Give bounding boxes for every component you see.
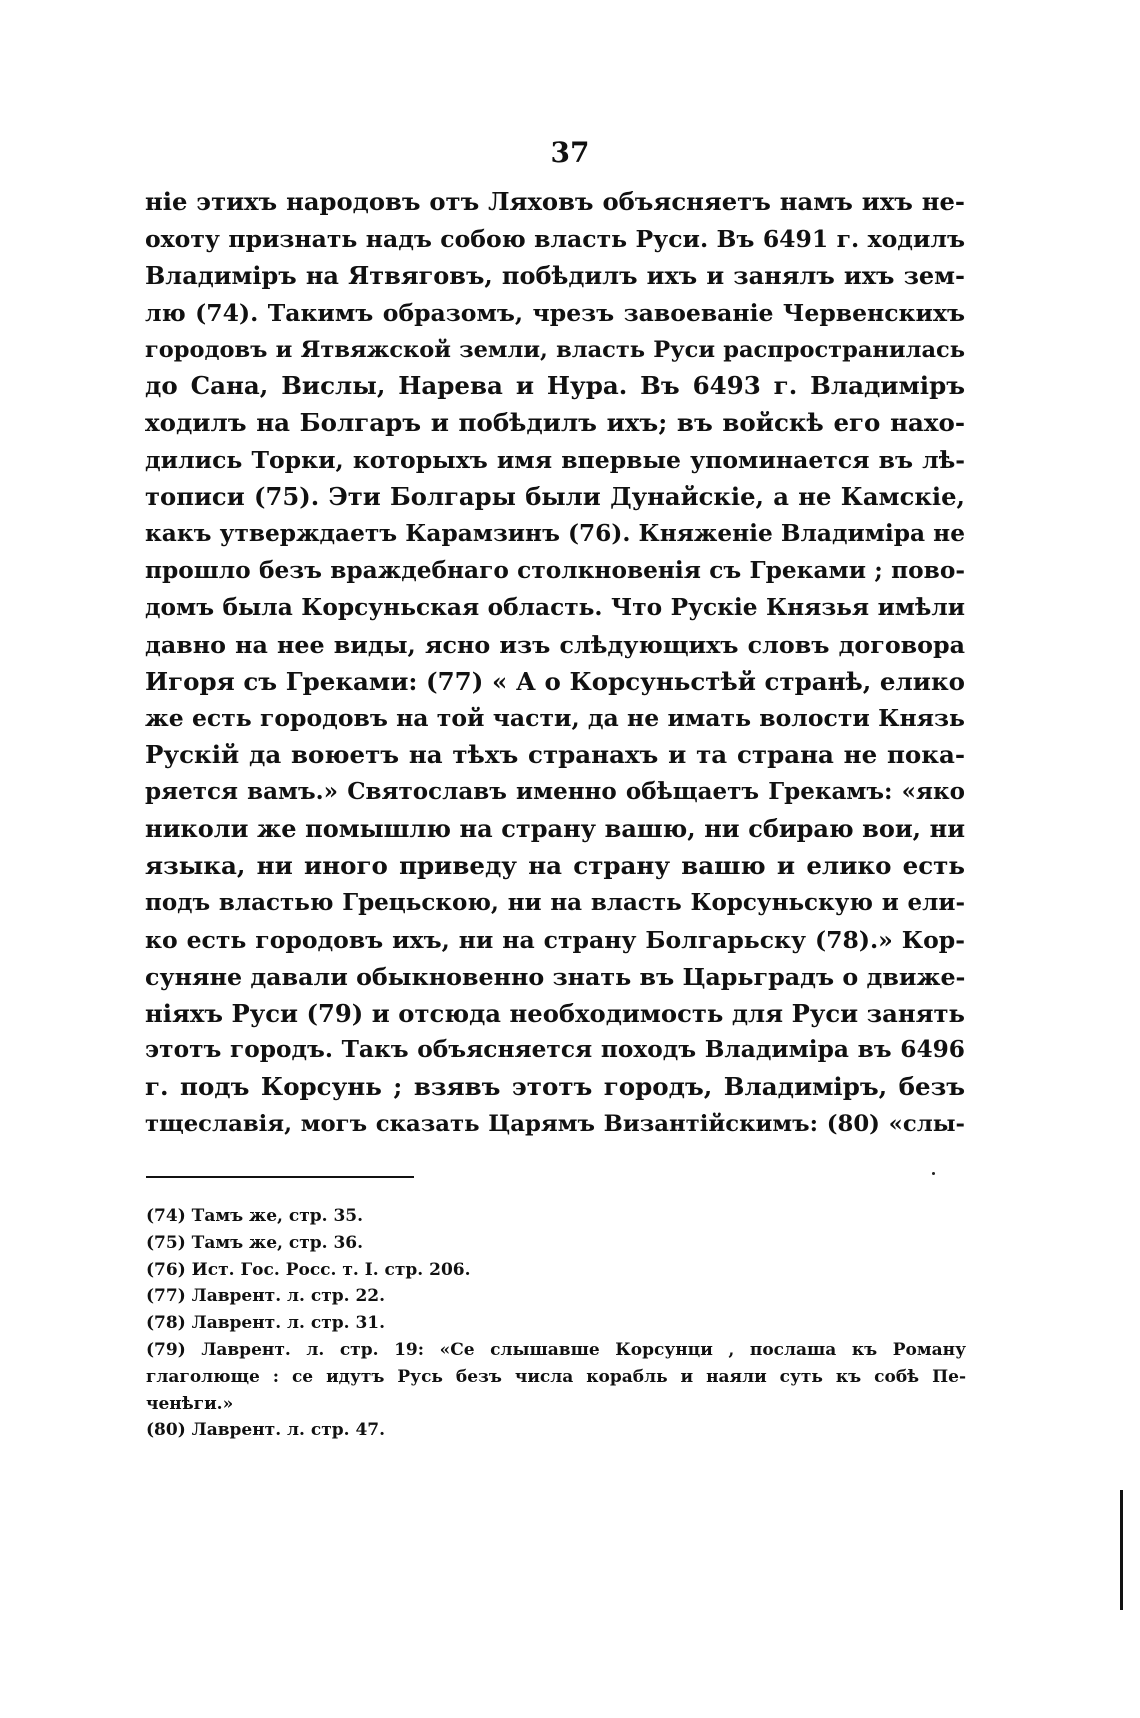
text-line: Игоря съ Греками: (77) « А о Корсуньстѣй странѣ, елико — [145, 666, 965, 696]
text-line: ходилъ на Болгаръ и побѣдилъ ихъ; въ войскѣ его нахо- — [145, 408, 965, 438]
scan-edge-mark — [1120, 1490, 1123, 1610]
text-line: до Сана, Вислы, Нарева и Нура. Въ 6493 г. Владиміръ — [145, 371, 965, 401]
footnote-79-end: ченѣги.» — [146, 1393, 234, 1414]
footnote-77: (77) Лаврент. л. стр. 22. — [146, 1286, 386, 1307]
text-line: какъ утверждаетъ Карамзинъ (76). Княженіе Владиміра не — [145, 520, 965, 548]
text-line: домъ была Корсуньская область. Что Рускіе Князья имѣли — [145, 593, 965, 621]
text-line: тщеславія, могъ сказать Царямъ Византійскимъ: (80) «слы- — [145, 1111, 965, 1138]
text-line: лю (74). Такимъ образомъ, чрезъ завоеваніе Червенскихъ — [145, 298, 965, 327]
text-line: давно на нее виды, ясно изъ слѣдующихъ словъ договора — [145, 630, 965, 659]
text-line: подъ властью Грецьскою, ни на власть Корсуньскую и ели- — [145, 888, 965, 916]
text-line: Рускій да воюетъ на тѣхъ странахъ и та страна не пока- — [145, 740, 965, 770]
text-line: прошло безъ враждебнаго столкновенія съ Греками ; пово- — [145, 556, 965, 584]
footnote-80: (80) Лаврент. л. стр. 47. — [146, 1420, 386, 1441]
footnote-79-continued: глаголюще : се идутъ Русь безъ числа корабль и наяли суть къ собѣ Пе- — [146, 1366, 966, 1387]
text-line: охоту признать надъ собою власть Руси. Въ 6491 г. ходилъ — [145, 224, 965, 253]
footnote-74: (74) Тамъ же, стр. 35. — [146, 1206, 364, 1226]
text-line: ко есть городовъ ихъ, ни на страну Болгарьску (78).» Кор- — [145, 925, 965, 954]
text-line: дились Торки, которыхъ имя впервые упоминается въ лѣ- — [145, 446, 965, 475]
text-line: городовъ и Ятвяжской земли, власть Руси распространилась — [145, 336, 965, 363]
text-line: ряется вамъ.» Святославъ именно обѣщаетъ Грекамъ: «яко — [145, 778, 965, 806]
main-text — [145, 184, 965, 1143]
text-line: николи же помышлю на страну вашю, ни сбираю вои, ни — [145, 814, 965, 844]
text-line: этотъ городъ. Такъ объясняется походъ Владиміра въ 6496 — [145, 1036, 965, 1064]
scan-speck — [932, 1172, 935, 1175]
footnotes — [146, 1203, 966, 1444]
text-line: языка, ни иного приведу на страну вашю и елико есть — [145, 851, 965, 881]
footnote-78: (78) Лаврент. л. стр. 31. — [146, 1313, 386, 1334]
footnote-79: (79) Лаврент. л. стр. 19: «Се слышавше Корсунци , послаша къ Роману — [146, 1339, 966, 1360]
text-line: ніяхъ Руси (79) и отсюда необходимость для Руси занять — [145, 998, 965, 1028]
text-line: же есть городовъ на той части, да не имать волости Князь — [145, 704, 965, 733]
footnote-75: (75) Тамъ же, стр. 36. — [146, 1232, 364, 1253]
footnote-rule — [146, 1176, 414, 1178]
text-line: суняне давали обыкновенно знать въ Царьградъ о движе- — [145, 962, 965, 991]
text-line: ніе этихъ народовъ отъ Ляховъ объясняетъ намъ ихъ не- — [145, 187, 965, 216]
text-line: Владиміръ на Ятвяговъ, побѣдилъ ихъ и занялъ ихъ зем- — [145, 260, 965, 290]
footnote-76: (76) Ист. Гос. Росс. т. I. стр. 206. — [146, 1259, 471, 1280]
text-line: тописи (75). Эти Болгары были Дунайскіе, а не Камскіе, — [145, 482, 965, 512]
page-number: 37 — [550, 136, 590, 169]
text-line: г. подъ Корсунь ; взявъ этотъ городъ, Владиміръ, безъ — [145, 1072, 965, 1102]
